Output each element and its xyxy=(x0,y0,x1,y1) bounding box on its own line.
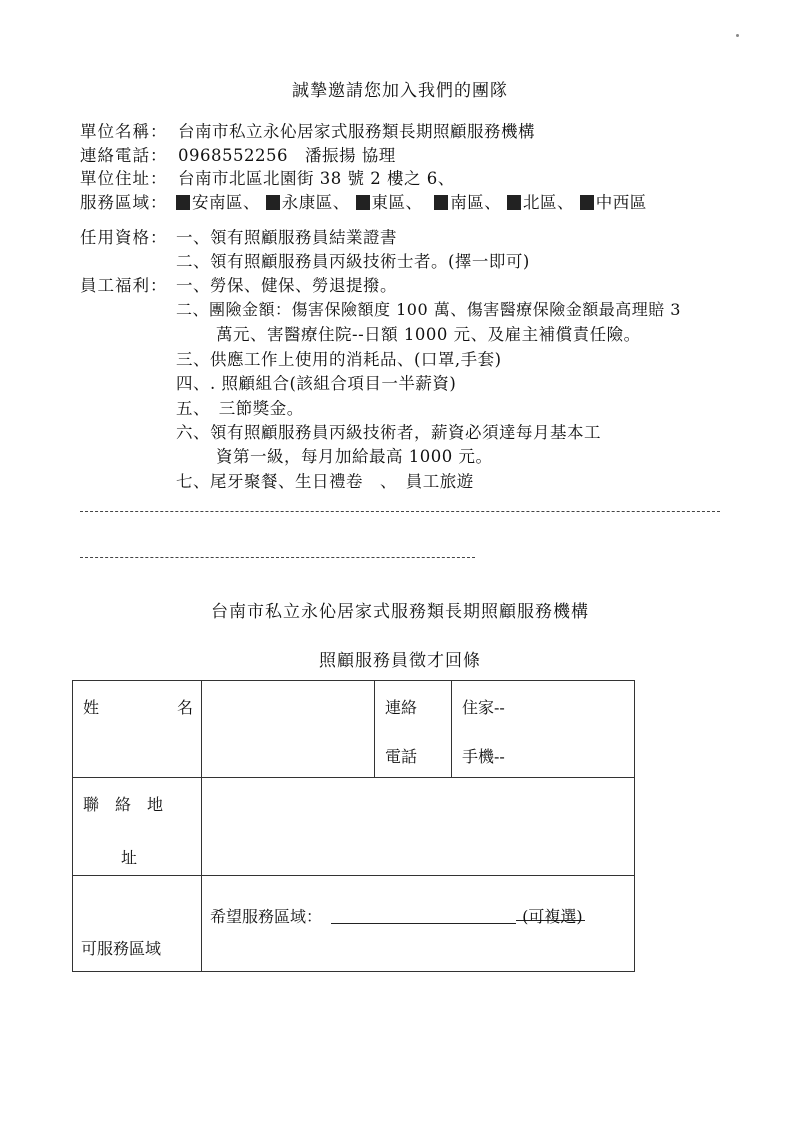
redaction-block xyxy=(356,195,370,210)
address-label: 聯 絡 地 xyxy=(83,795,164,814)
phone-input-cell[interactable] xyxy=(452,681,635,778)
service-area-list xyxy=(176,189,647,213)
name-label-cell xyxy=(73,681,202,778)
area-label: 服務區域： xyxy=(80,193,168,212)
phone-label: 連絡電話： xyxy=(80,146,168,165)
address-value: 台南市北區北園街 38 號 2 樓之 6、 xyxy=(178,169,455,188)
qualification-label: 任用資格： xyxy=(80,228,168,247)
redaction-block xyxy=(580,195,594,210)
name-label: 名 xyxy=(176,698,193,717)
cut-line xyxy=(80,511,720,512)
benefit-item: 七、尾牙聚餐、生日禮卷 、 員工旅遊 xyxy=(176,472,474,491)
benefit-item: 五、 三節獎金。 xyxy=(176,399,304,418)
area-item: 中西區 xyxy=(595,193,647,212)
reply-form-table xyxy=(72,680,635,972)
area-label-cell xyxy=(73,876,202,972)
cut-line xyxy=(80,557,475,558)
area-underline[interactable] xyxy=(331,909,516,924)
phone-value: 0968552256 潘振揚 協理 xyxy=(178,146,396,165)
contact-label: 連絡 xyxy=(385,698,418,717)
redaction-block xyxy=(507,195,521,210)
area-hint: 希望服務區域： xyxy=(210,907,323,926)
area-item: 東區、 xyxy=(371,193,423,212)
area-form-label: 可服務區域 xyxy=(81,939,162,958)
area-item: 安南區、 xyxy=(192,193,260,212)
page-title: 誠摯邀請您加入我們的團隊 xyxy=(292,81,508,101)
redaction-block xyxy=(434,195,448,210)
reply-org: 台南市私立永伈居家式服務類長期照顧服務機構 xyxy=(211,602,589,622)
address-label: 單位住址： xyxy=(80,169,168,188)
benefits-label: 員工福利： xyxy=(80,276,168,295)
benefit-item: 四、. 照顧組合(該組合項目一半薪資) xyxy=(176,374,457,393)
benefit-item: 二、團險金額：傷害保險額度 100 萬、傷害醫療保險金額最高理賠 3 xyxy=(176,300,681,319)
benefit-item: 資第一級，每月加給最高 1000 元。 xyxy=(216,447,493,466)
benefit-item: 三、供應工作上使用的消耗品、(口罩,手套) xyxy=(176,350,502,369)
area-item: 北區、 xyxy=(523,193,574,212)
redaction-block xyxy=(266,195,280,210)
org-label: 單位名稱： xyxy=(80,122,168,141)
name-input-cell[interactable] xyxy=(202,681,375,778)
benefit-item: 六、領有照顧服務員丙級技術者，薪資必須達每月基本工 xyxy=(176,423,601,442)
qualification-item: 二、領有照顧服務員丙級技術士者。(擇一即可) xyxy=(176,252,530,271)
address-input-cell[interactable] xyxy=(202,778,635,876)
qualification-item: 一、領有照顧服務員結業證書 xyxy=(176,228,397,247)
address-label-cell xyxy=(73,778,202,876)
redaction-block xyxy=(176,195,190,210)
name-label: 姓 xyxy=(83,698,100,717)
scan-speck xyxy=(736,34,739,37)
reply-title: 照顧服務員徵才回條 xyxy=(319,651,481,671)
area-item: 南區、 xyxy=(450,193,502,212)
area-note: (可複選) xyxy=(516,904,585,921)
area-item: 永康區、 xyxy=(281,193,350,212)
contact-label: 電話 xyxy=(385,747,418,766)
benefit-item: 萬元、害醫療住院--日額 1000 元、及雇主補償責任險。 xyxy=(216,325,641,344)
benefit-item: 一、勞保、健保、勞退提撥。 xyxy=(176,276,397,295)
home-phone-label: 住家-- xyxy=(462,698,505,717)
area-input-cell[interactable] xyxy=(202,876,635,972)
mobile-phone-label: 手機-- xyxy=(462,747,505,766)
contact-label-cell xyxy=(375,681,452,778)
org-value: 台南市私立永伈居家式服務類長期照顧服務機構 xyxy=(178,122,535,141)
address-label: 址 xyxy=(121,848,138,867)
